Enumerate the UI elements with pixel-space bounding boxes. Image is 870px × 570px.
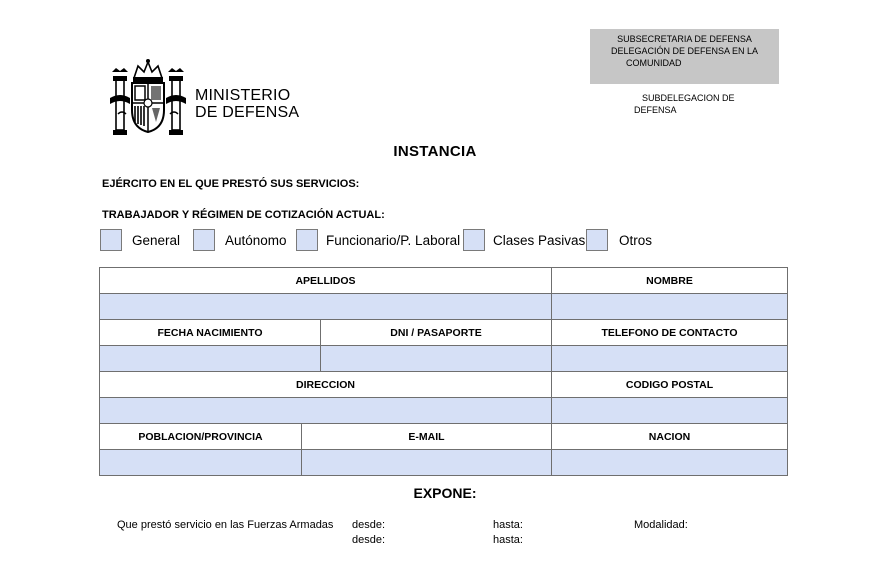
desde-label-2: desde:: [352, 534, 386, 546]
codigo-postal-field[interactable]: [552, 398, 788, 424]
header-codigo-postal: CODIGO POSTAL: [552, 372, 788, 398]
checkbox-funcionario[interactable]: [296, 229, 318, 251]
header-poblacion: POBLACION/PROVINCIA: [100, 424, 302, 450]
service-text: Que prestó servicio en las Fuerzas Armadas: [117, 519, 334, 531]
form-title: INSTANCIA: [393, 143, 477, 160]
subdel-line-2: DEFENSA: [634, 105, 677, 115]
box-line-1: SUBSECRETARIA DE DEFENSA: [617, 34, 752, 44]
option-label-funcionario: Funcionario/P. Laboral: [326, 233, 461, 248]
ministry-line-2: DE DEFENSA: [195, 104, 300, 121]
checkbox-general[interactable]: [100, 229, 122, 251]
option-label-otros: Otros: [619, 233, 653, 248]
personal-data-table: [99, 267, 788, 476]
poblacion-field[interactable]: [100, 450, 302, 476]
hasta-label-2: hasta:: [493, 534, 523, 546]
header-dni: DNI / PASAPORTE: [321, 320, 552, 346]
email-field[interactable]: [302, 450, 552, 476]
header-direccion: DIRECCION: [100, 372, 552, 398]
subdel-line-1: SUBDELEGACION DE: [642, 93, 735, 103]
header-fecha-nacimiento: FECHA NACIMIENTO: [100, 320, 321, 346]
header-telefono: TELEFONO DE CONTACTO: [552, 320, 788, 346]
ejercito-label: EJÉRCITO EN EL QUE PRESTÓ SUS SERVICIOS:: [102, 178, 360, 190]
header-nombre: NOMBRE: [552, 268, 788, 294]
ministry-name: [195, 87, 299, 121]
box-line-3: COMUNIDAD: [626, 58, 682, 68]
subsecretaria-box: [590, 29, 779, 84]
coat-of-arms-icon: [108, 58, 188, 140]
option-label-clases-pasivas: Clases Pasivas: [493, 233, 586, 248]
option-label-general: General: [132, 233, 181, 248]
direccion-field[interactable]: [100, 398, 552, 424]
regimen-label: TRABAJADOR Y RÉGIMEN DE COTIZACIÓN ACTUAL:: [102, 209, 385, 221]
ministry-line-1: MINISTERIO: [195, 87, 291, 104]
header-nacion: NACION: [552, 424, 788, 450]
apellidos-field[interactable]: [100, 294, 552, 320]
expone-title: EXPONE:: [413, 485, 477, 501]
hasta-label-1: hasta:: [493, 519, 523, 531]
header-apellidos: APELLIDOS: [100, 268, 552, 294]
desde-label-1: desde:: [352, 519, 386, 531]
option-label-autonomo: Autónomo: [225, 233, 287, 248]
checkbox-autonomo[interactable]: [193, 229, 215, 251]
checkbox-clases-pasivas[interactable]: [463, 229, 485, 251]
header-email: E-MAIL: [302, 424, 552, 450]
dni-field[interactable]: [321, 346, 552, 372]
modalidad-label: Modalidad:: [634, 519, 688, 531]
telefono-field[interactable]: [552, 346, 788, 372]
nacion-field[interactable]: [552, 450, 788, 476]
box-line-2: DELEGACIÓN DE DEFENSA EN LA: [610, 46, 759, 56]
fecha-nacimiento-field[interactable]: [100, 346, 321, 372]
nombre-field[interactable]: [552, 294, 788, 320]
subdelegacion-label: [634, 92, 735, 116]
checkbox-otros[interactable]: [586, 229, 608, 251]
